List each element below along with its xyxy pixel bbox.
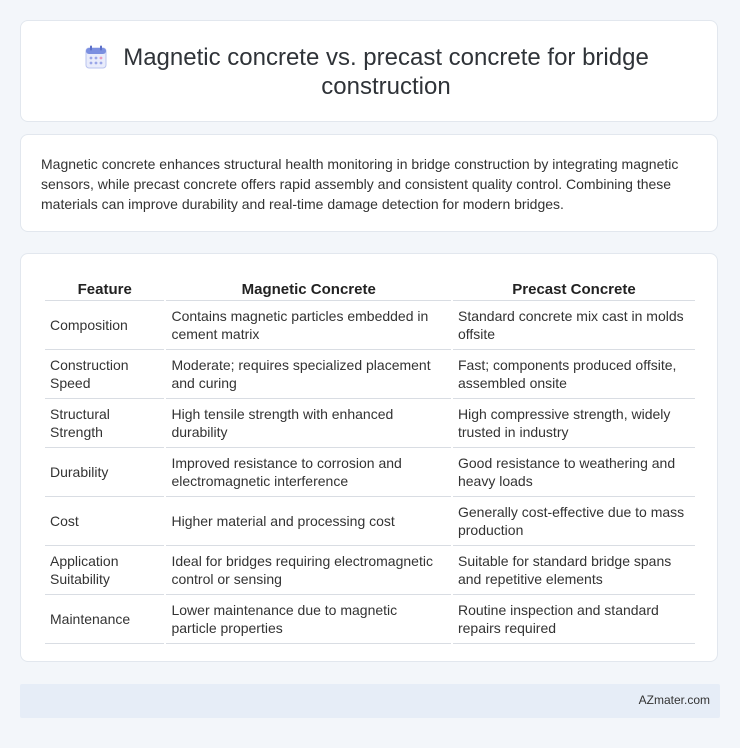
footer-brand-link[interactable]: AZmater.com xyxy=(638,693,710,707)
footer-bar xyxy=(20,684,720,718)
comparison-table-card xyxy=(20,253,718,662)
column-header-feature: Feature xyxy=(45,274,164,301)
page-title: Magnetic concrete vs. precast concrete for bridge construction xyxy=(123,44,649,100)
table-row xyxy=(45,497,695,546)
precast-cell: Good resistance to weathering and heavy loads xyxy=(453,448,695,497)
table-row xyxy=(45,399,695,448)
intro-paragraph: Magnetic concrete enhances structural health monitoring in bridge construction by integrating magnetic sensors, while precast concrete offers rapid assembly and consistent quality control. Combining these materials can improve durability and real-time damage detection for modern bridges. xyxy=(41,156,679,212)
feature-cell: Application Suitability xyxy=(45,546,164,595)
magnetic-cell: Lower maintenance due to magnetic particle properties xyxy=(166,595,451,644)
feature-cell: Structural Strength xyxy=(45,399,164,448)
magnetic-cell: Moderate; requires specialized placement and curing xyxy=(166,350,451,399)
precast-cell: High compressive strength, widely trusted in industry xyxy=(453,399,695,448)
title-card xyxy=(20,20,718,122)
feature-cell: Durability xyxy=(45,448,164,497)
magnetic-cell: Improved resistance to corrosion and electromagnetic interference xyxy=(166,448,451,497)
table-row xyxy=(45,350,695,399)
feature-cell: Cost xyxy=(45,497,164,546)
precast-cell: Standard concrete mix cast in molds offsite xyxy=(453,301,695,350)
magnetic-cell: Contains magnetic particles embedded in cement matrix xyxy=(166,301,451,350)
column-header-precast-concrete: Precast Concrete xyxy=(453,274,695,301)
magnetic-cell: Ideal for bridges requiring electromagnetic control or sensing xyxy=(166,546,451,595)
table-row xyxy=(45,301,695,350)
feature-cell: Composition xyxy=(45,301,164,350)
precast-cell: Suitable for standard bridge spans and repetitive elements xyxy=(453,546,695,595)
feature-cell: Maintenance xyxy=(45,595,164,644)
magnetic-cell: Higher material and processing cost xyxy=(166,497,451,546)
table-row xyxy=(45,595,695,644)
table-row xyxy=(45,546,695,595)
precast-cell: Generally cost-effective due to mass production xyxy=(453,497,695,546)
column-header-magnetic-concrete: Magnetic Concrete xyxy=(166,274,451,301)
intro-card xyxy=(20,134,718,232)
feature-cell: Construction Speed xyxy=(45,350,164,399)
precast-cell: Fast; components produced offsite, assembled onsite xyxy=(453,350,695,399)
magnetic-cell: High tensile strength with enhanced durability xyxy=(166,399,451,448)
precast-cell: Routine inspection and standard repairs required xyxy=(453,595,695,644)
comparison-table xyxy=(43,274,697,644)
table-row xyxy=(45,448,695,497)
table-header-row xyxy=(45,274,695,301)
